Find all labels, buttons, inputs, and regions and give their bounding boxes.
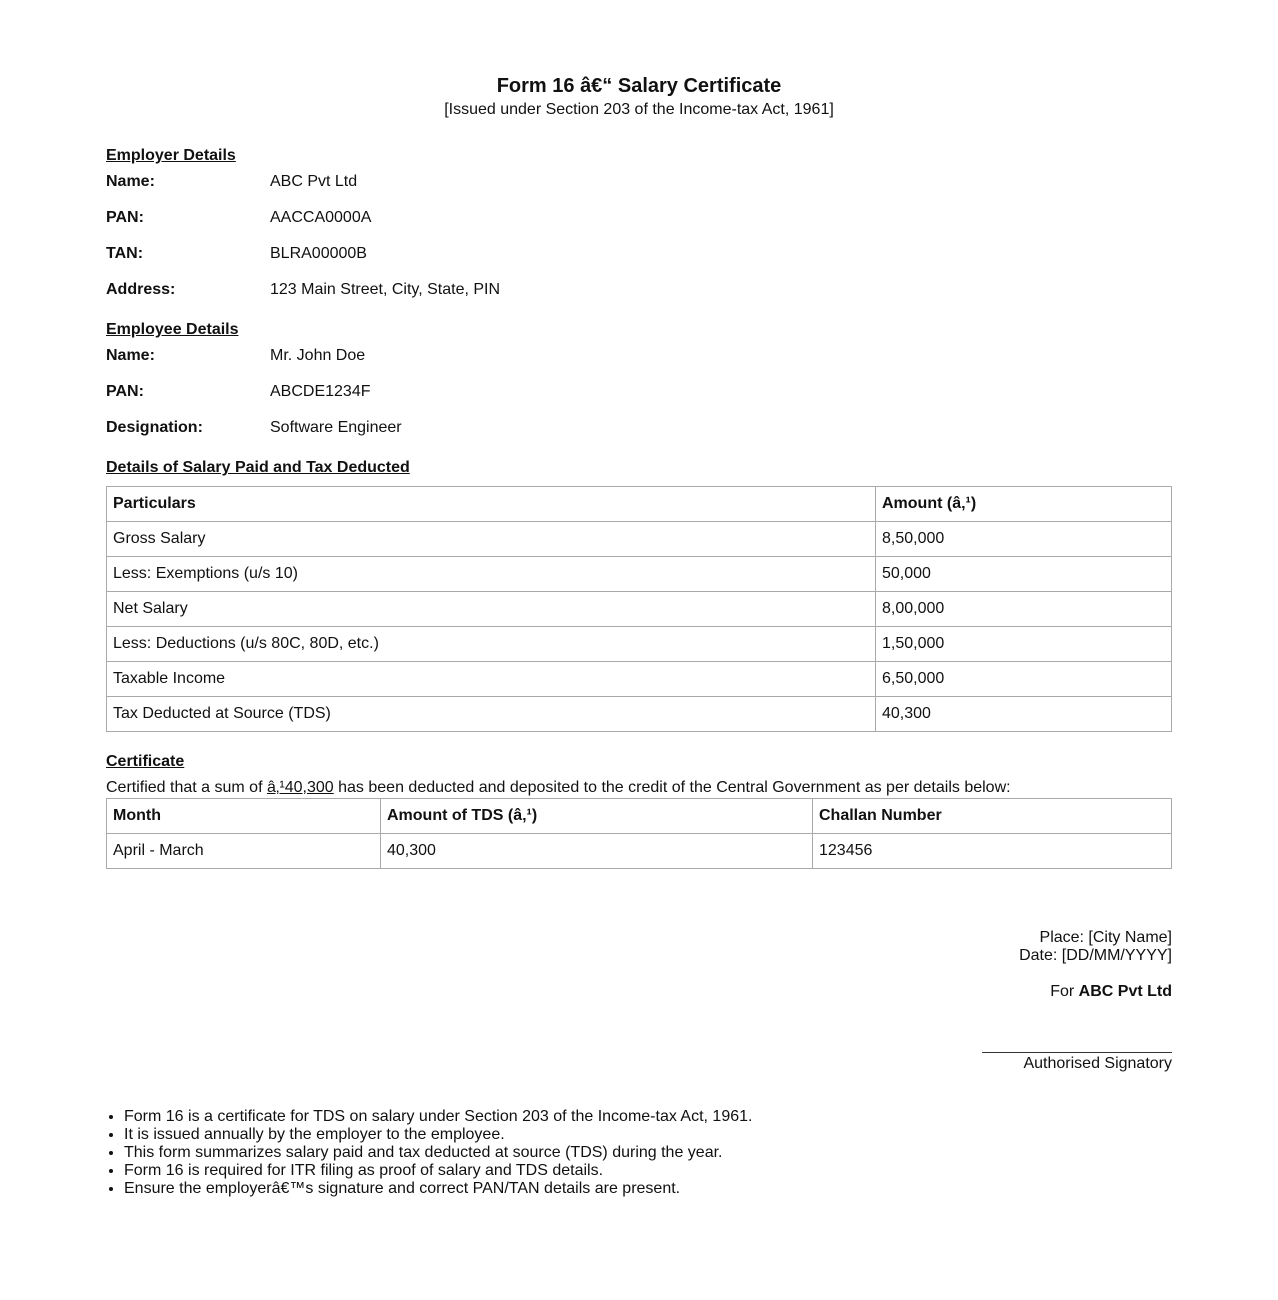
list-item: • Ensure the employerâ€™s signature and correct PAN/TAN details are present. — [124, 1180, 752, 1198]
table-row — [107, 627, 1172, 662]
employer-tan-value: BLRA00000B — [270, 245, 367, 262]
employer-address-row — [106, 279, 806, 301]
table-cell: Net Salary — [107, 592, 876, 627]
place-date-block — [1019, 929, 1172, 965]
field-label: PAN: — [106, 383, 144, 400]
field-label: PAN: — [106, 209, 144, 226]
certificate-text-before: Certified that a sum of — [106, 779, 267, 796]
list-item: • Form 16 is a certificate for TDS on salary under Section 203 of the Income-tax Act, 1961. — [124, 1108, 752, 1126]
employer-name-row — [106, 171, 806, 193]
column-header-month: Month — [107, 799, 381, 834]
tds-challan-table — [106, 798, 1172, 869]
table-row — [107, 592, 1172, 627]
list-item: • This form summarizes salary paid and tax deducted at source (TDS) during the year. — [124, 1144, 752, 1162]
table-cell: Less: Exemptions (u/s 10) — [107, 557, 876, 592]
employer-details-heading: Employer Details — [106, 147, 236, 164]
table-row — [107, 834, 1172, 869]
list-item: • It is issued annually by the employer to the employee. — [124, 1126, 752, 1144]
certificate-text-after: has been deducted and deposited to the credit of the Central Government as per details below: — [333, 779, 1011, 796]
certificate-amount: â‚¹40,300 — [266, 779, 334, 796]
table-cell: 6,50,000 — [876, 662, 1172, 697]
table-cell: Tax Deducted at Source (TDS) — [107, 697, 876, 732]
salary-details-heading: Details of Salary Paid and Tax Deducted — [106, 459, 410, 476]
place-text: Place: [City Name] — [1039, 929, 1172, 946]
field-label: Name: — [106, 347, 155, 364]
table-header-row — [107, 799, 1172, 834]
table-cell: April - March — [107, 834, 381, 869]
title-block — [106, 72, 1172, 120]
column-header-particulars: Particulars — [107, 487, 876, 522]
field-label: Address: — [106, 281, 176, 298]
column-header-tds-amount: Amount of TDS (â‚¹) — [381, 799, 813, 834]
notes-list — [106, 1108, 752, 1198]
table-cell: 8,00,000 — [876, 592, 1172, 627]
for-company-name: ABC Pvt Ltd — [1078, 983, 1172, 1000]
certificate-heading: Certificate — [106, 753, 185, 770]
signature-line — [982, 1052, 1172, 1053]
employer-address-value: 123 Main Street, City, State, PIN — [270, 281, 501, 298]
employee-designation-row — [106, 417, 806, 439]
table-cell: 40,300 — [876, 697, 1172, 732]
table-header-row — [107, 487, 1172, 522]
table-row — [107, 522, 1172, 557]
table-cell: 40,300 — [381, 834, 813, 869]
employer-tan-row — [106, 243, 806, 265]
employer-pan-row — [106, 207, 806, 229]
table-cell: Gross Salary — [107, 522, 876, 557]
employee-name-value: Mr. John Doe — [270, 347, 366, 364]
employee-pan-row — [106, 381, 806, 403]
column-header-amount: Amount (â‚¹) — [876, 487, 1172, 522]
employee-pan-value: ABCDE1234F — [270, 383, 371, 400]
list-item: • Form 16 is required for ITR filing as proof of salary and TDS details. — [124, 1162, 752, 1180]
employee-name-row — [106, 345, 806, 367]
table-cell: Less: Deductions (u/s 80C, 80D, etc.) — [107, 627, 876, 662]
for-prefix: For — [1050, 983, 1079, 1000]
column-header-challan: Challan Number — [813, 799, 1172, 834]
date-text: Date: [DD/MM/YYYY] — [1019, 947, 1172, 964]
employee-designation-value: Software Engineer — [270, 419, 402, 436]
page-subtitle: [Issued under Section 203 of the Income-tax Act, 1961] — [444, 101, 834, 118]
table-cell: Taxable Income — [107, 662, 876, 697]
employer-name-value: ABC Pvt Ltd — [270, 173, 358, 190]
table-cell: 1,50,000 — [876, 627, 1172, 662]
employee-details-heading: Employee Details — [106, 321, 239, 338]
for-company-line — [1050, 983, 1172, 1001]
table-cell: 123456 — [813, 834, 1172, 869]
authorised-signatory-label: Authorised Signatory — [1023, 1055, 1172, 1072]
field-label: Designation: — [106, 419, 203, 436]
table-row — [107, 697, 1172, 732]
table-cell: 8,50,000 — [876, 522, 1172, 557]
page-title: Form 16 â€“ Salary Certificate — [496, 75, 782, 97]
field-label: Name: — [106, 173, 155, 190]
employer-pan-value: AACCA0000A — [270, 209, 372, 226]
table-row — [107, 557, 1172, 592]
table-cell: 50,000 — [876, 557, 1172, 592]
certificate-statement — [106, 778, 1011, 798]
field-label: TAN: — [106, 245, 144, 262]
salary-table — [106, 486, 1172, 732]
table-row — [107, 662, 1172, 697]
